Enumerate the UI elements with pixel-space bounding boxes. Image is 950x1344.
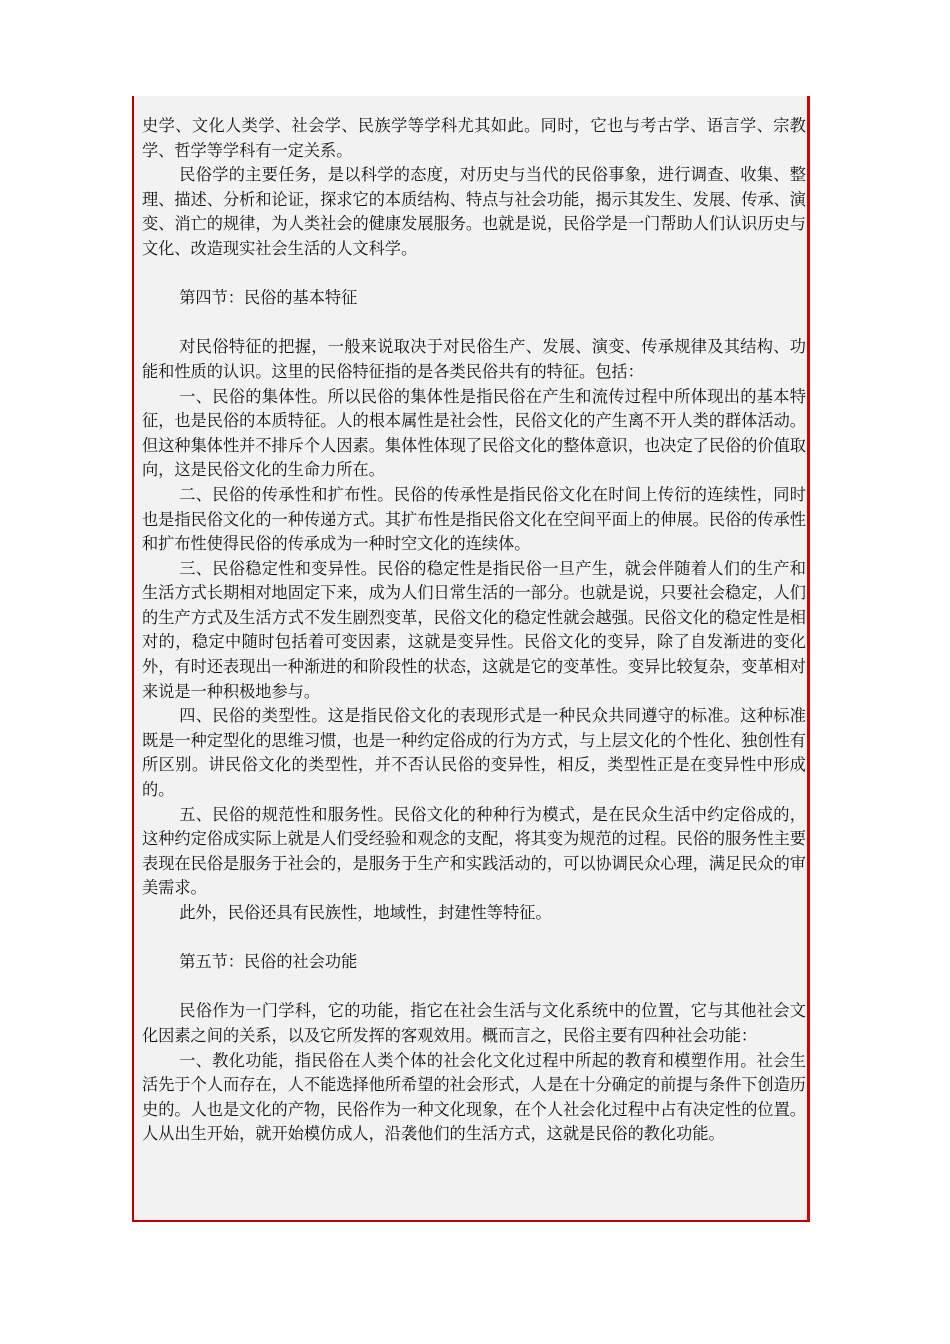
- paragraph-function-1: 一、教化功能，指民俗在人类个体的社会化文化过程中所起的教育和模塑作用。社会生活先于个人而存在，人不能选择他所希望的社会形式，人是在十分确定的前提与条件下创造历史的。人也是文化的产物，民俗作为一种文化现象，在个人社会化过程中占有决定性的位置。人从出生开始，就开始模仿成人，沿袭他们的生活方式，这就是民俗的教化功能。: [142, 1050, 806, 1144]
- paragraph-feature-1: 一、民俗的集体性。所以民俗的集体性是指民俗在产生和流传过程中所体现出的基本特征，也是民俗的本质特征。人的根本属性是社会性，民俗文化的产生离不开人类的群体活动。但这种集体性并不排斥个人因素。集体性体现了民俗文化的整体意识，也决定了民俗的价值取向，这是民俗文化的生命力所在。: [142, 386, 806, 480]
- paragraph-functions-intro: 民俗作为一门学科，它的功能，指它在社会生活与文化系统中的位置，它与其他社会文化因素之间的关系，以及它所发挥的客观效用。概而言之，民俗主要有四种社会功能：: [142, 1001, 806, 1045]
- paragraph-continuation: 史学、文化人类学、社会学、民族学等学科尤其如此。同时，它也与考古学、语言学、宗教学、哲学等学科有一定关系。: [142, 116, 806, 160]
- paragraph-main-task: 民俗学的主要任务，是以科学的态度，对历史与当代的民俗事象，进行调查、收集、整理、描述、分析和论证，探求它的本质结构、特点与社会功能，揭示其发生、发展、传承、演变、消亡的规律，为人类社会的健康发展服务。也就是说，民俗学是一门帮助人们认识历史与文化、改造现实社会生活的人文科学。: [142, 165, 806, 258]
- spacer: [142, 926, 806, 951]
- paragraph-feature-3: 三、民俗稳定性和变异性。民俗的稳定性是指民俗一旦产生，就会伴随着人们的生产和生活方式长期相对地固定下来，成为人们日常生活的一部分。也就是说，只要社会稳定，人们的生产方式及生活方式不发生剧烈变革，民俗文化的稳定性就会越强。民俗文化的稳定性是相对的，稳定中随时包括着可变因素，这就是变异性。民俗文化的变异，除了自发渐进的变化外，有时还表现出一种渐进的和阶段性的状态，这就是它的变革性。变异比较复杂，变革相对来说是一种积极地参与。: [142, 558, 806, 701]
- paragraph-feature-2: 二、民俗的传承性和扩布性。民俗的传承性是指民俗文化在时间上传衍的连续性，同时也是指民俗文化的一种传递方式。其扩布性是指民俗文化在空间平面上的伸展。民俗的传承性和扩布性使得民俗的传承成为一种时空文化的连续体。: [142, 484, 806, 554]
- paragraph-features-intro: 对民俗特征的把握，一般来说取决于对民俗生产、发展、演变、传承规律及其结构、功能和性质的认识。这里的民俗特征指的是各类民俗共有的特征。包括：: [142, 337, 806, 381]
- spacer: [142, 262, 806, 287]
- section-heading-5: 第五节：民俗的社会功能: [179, 952, 358, 972]
- paragraph-feature-5: 五、民俗的规范性和服务性。民俗文化的种种行为模式，是在民众生活中约定俗成的，这种约定俗成实际上就是人们受经验和观念的支配，将其变为规范的过程。民俗的服务性主要表现在民俗是服务于社会的，是服务于生产和实践活动的，可以协调民众心理，满足民众的审美需求。: [142, 804, 806, 898]
- spacer: [142, 975, 806, 1000]
- spacer: [142, 311, 806, 336]
- paragraph-feature-4: 四、民俗的类型性。这是指民俗文化的表现形式是一种民众共同遵守的标准。这种标准既是一种定型化的思维习惯，也是一种约定俗成的行为方式，与上层文化的个性化、独创性有所区别。讲民俗文化的类型性，并不否认民俗的变异性，相反，类型性正是在变异性中形成的。: [142, 706, 806, 800]
- document-body: [142, 114, 806, 1147]
- paragraph-other-features: 此外，民俗还具有民族性，地域性，封建性等特征。: [179, 903, 552, 922]
- section-heading-4: 第四节：民俗的基本特征: [179, 288, 358, 308]
